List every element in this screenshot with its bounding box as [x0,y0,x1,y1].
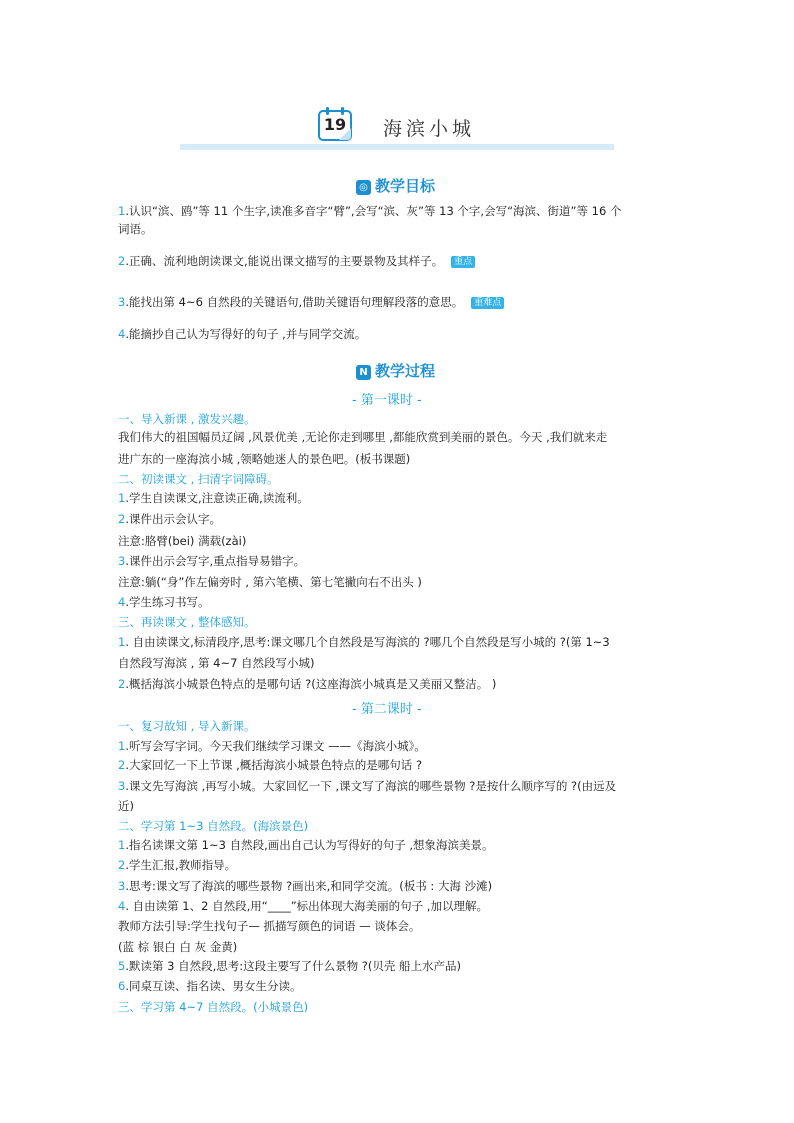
page-title: 海滨小城 [383,118,476,140]
content-line: 1. 自由读课文,标清段序,思考:课文哪几个自然段是写海滨的 ?哪几个自然段是写小城的 ?(第 1~3 [118,635,610,649]
content-line: 2.概括海滨小城景色特点的是哪句话 ?(这座海滨小城真是又美丽又整洁。 ) [118,677,497,691]
content-line: 注意:躺(“身”作左偏旁时 , 第六笔横、第七笔撇向右不出头 ) [118,575,422,589]
section-heading: 三、再读课文 , 整体感知。 [118,615,256,629]
content-line: 4.学生练习书写。 [118,595,210,609]
content-line: 近) [118,799,134,813]
section-heading: 一、复习故知 , 导入新课。 [118,719,256,733]
difficulty-tag: 重难点 [471,297,504,309]
content-line: 进广东的一座海滨小城 ,领略她迷人的景色吧。(板书课题) [118,452,411,466]
content-line: 3.课件出示会写字,重点指导易错字。 [118,554,306,568]
content-line: 教师方法引导:学生找句子— 抓描写颜色的词语 — 谈体会。 [118,919,421,933]
content-line: 2.学生汇报,教师指导。 [118,858,237,872]
period-1-label: - 第一课时 - [352,393,422,408]
title-underline [180,144,614,150]
lesson-number-badge [317,106,353,142]
section-heading: 二、学习第 1~3 自然段。(海滨景色) [118,819,309,833]
key-point-tag: 重点 [451,256,475,268]
goal-item-4: 4.能摘抄自己认为写得好的句子 ,并与同学交流。 [118,327,367,341]
section-heading: 三、学习第 4~7 自然段。(小城景色) [118,1000,309,1014]
goal-item-2: 2.正确、流利地朗读课文,能说出课文描写的主要景物及其样子。 重点 [118,253,475,269]
content-line: 1.学生自读课文,注意读正确,读流利。 [118,491,309,505]
process-icon: N [356,365,371,380]
goal-item-1: 1.认识“滨、鸥”等 11 个生字,读准多音字“臂”,会写“滨、灰”等 13 个字,会写“海滨、街道”等 16 个 [118,204,622,218]
content-line: 注意:胳臂(bei) 满载(zài) [118,534,247,548]
content-line: 5.默读第 3 自然段,思考:这段主要写了什么景物 ?(贝壳 船上水产品) [118,959,462,973]
period-2-label: - 第二课时 - [352,702,422,717]
goal-item-3: 3.能找出第 4~6 自然段的关键语句,借助关键语句理解段落的意思。 重难点 [118,294,504,310]
content-line: 1.指名读课文第 1~3 自然段,画出自己认为写得好的句子 ,想象海滨美景。 [118,838,494,852]
content-line: 3.思考:课文写了海滨的哪些景物 ?画出来,和同学交流。(板书 : 大海 沙滩) [118,879,493,893]
content-line: 自然段写海滨 , 第 4~7 自然段写小城) [118,656,315,670]
content-line: 3.课文先写海滨 ,再写小城。大家回忆一下 ,课文写了海滨的哪些景物 ?是按什么顺序写的 ?(由远及 [118,779,617,793]
content-line: (蓝 棕 银白 白 灰 金黄) [118,940,238,954]
target-icon: ◎ [356,180,371,195]
content-line: 2.大家回忆一下上节课 ,概括海滨小城景色特点的是哪句话 ? [118,758,423,772]
content-line: 1.听写会写字词。今天我们继续学习课文 ——《海滨小城》。 [118,739,426,753]
content-line: 我们伟大的祖国幅员辽阔 ,风景优美 ,无论你走到哪里 ,都能欣赏到美丽的景色。今天 ,我们就来走 [118,430,608,444]
content-line: 2.课件出示会认字。 [118,512,221,526]
lesson-number: 19 [323,115,347,134]
goal-item-1-cont: 词语。 [118,222,153,236]
content-line: 4. 自由读第 1、2 自然段,用“____”标出体现大海美丽的句子 ,加以理解。 [118,899,488,913]
goals-heading: ◎ 教学目标 [356,175,435,196]
process-heading: N 教学过程 [356,360,435,381]
section-heading: 二、初读课文 , 扫清字词障碍。 [118,472,279,486]
section-heading: 一、导入新课 , 激发兴趣。 [118,412,256,426]
content-line: 6.同桌互读、指名读、男女生分读。 [118,979,302,993]
